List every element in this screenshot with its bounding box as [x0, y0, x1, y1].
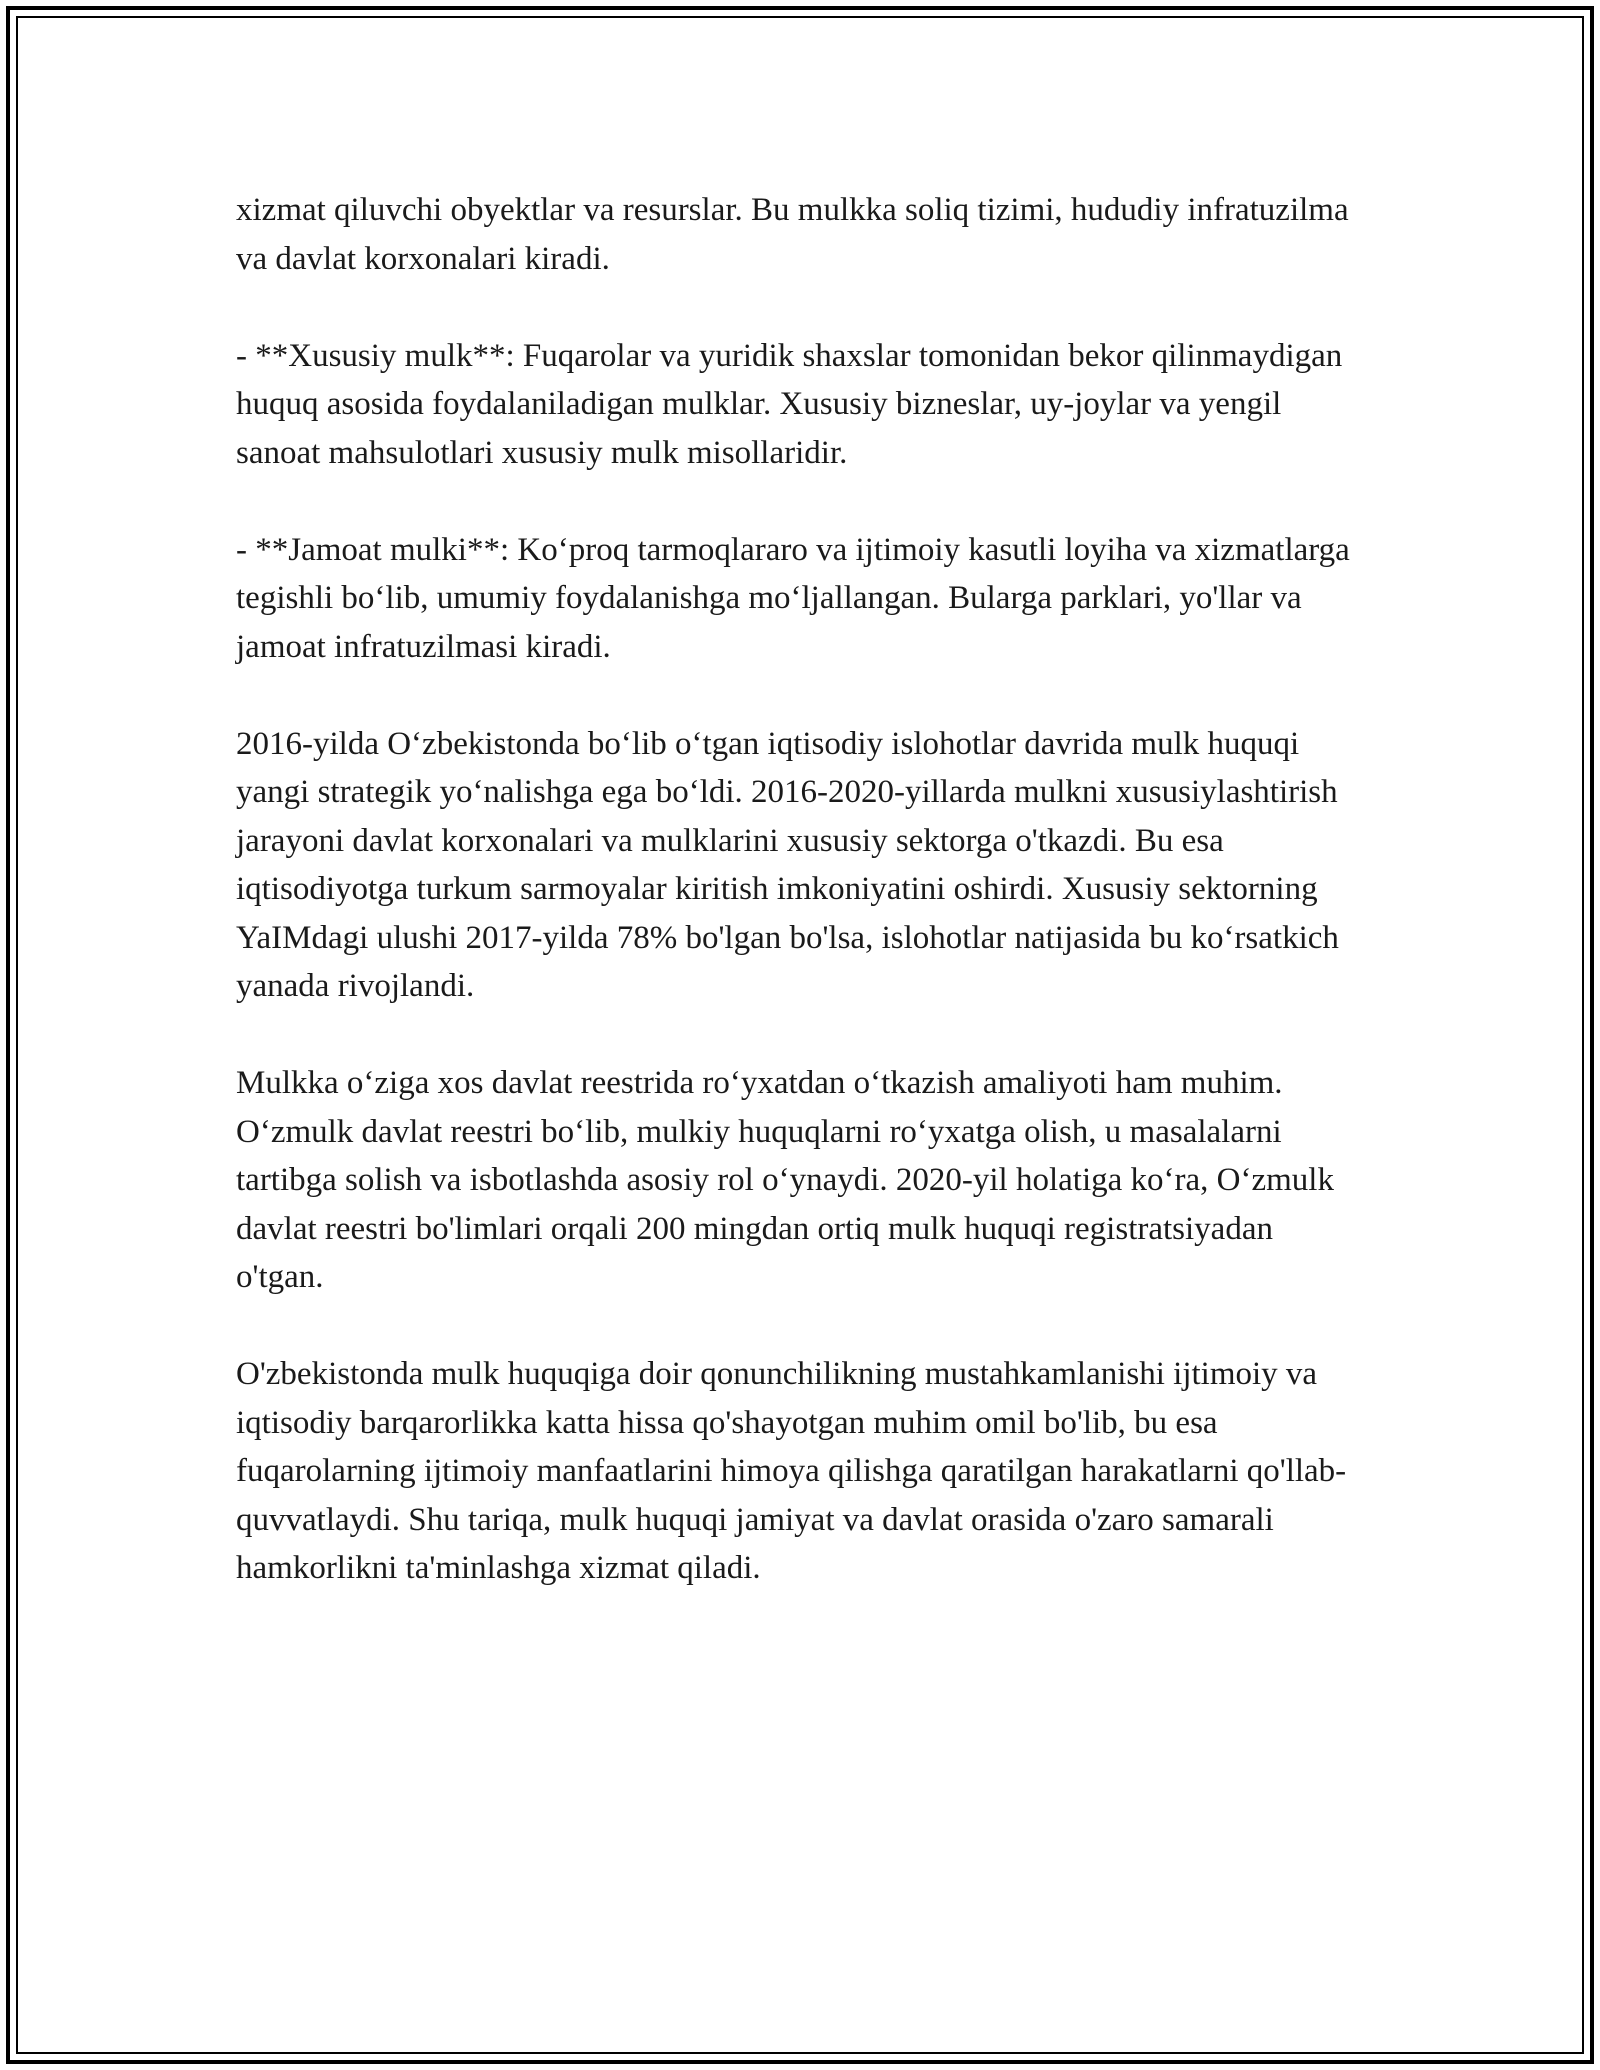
paragraph-conclusion: O'zbekistonda mulk huquqiga doir qonunchilikning mustahkamlanishi ijtimoiy va iqtisodiy barqarorlikka katta hissa qo'shayotgan muhim omil bo'lib, bu esa fuqarolarning ijtimoiy manfaatlarini himoya qilishga qaratilgan harakatlarni qo'llab-quvvatlaydi. Shu tariqa, mulk huquqi jamiyat va davlat orasida o'zaro samarali hamkorlikni ta'minlashga xizmat qiladi.: [236, 1356, 1347, 1586]
paragraph-state-registry: Mulkka o‘ziga xos davlat reestrida ro‘yxatdan o‘tkazish amaliyoti ham muhim. O‘zmulk davlat reestri bo‘lib, mulkiy huquqlarni ro‘yxatga olish, u masalalarni tartibga solish va isbotlashda asosiy rol o‘ynaydi. 2020-yil holatiga ko‘ra, O‘zmulk davlat reestri bo'limlari orqali 200 mingdan ortiq mulk huquqi registratsiyadan o'tgan.: [236, 1065, 1334, 1295]
paragraph-community-property: - **Jamoat mulki**: Ko‘proq tarmoqlararo va ijtimoiy kasutli loyiha va xizmatlarga tegishli bo‘lib, umumiy foydalanishga mo‘ljallangan. Bularga parklari, yo'llar va jamoat infratuzilmasi kiradi.: [236, 531, 1350, 665]
paragraph-private-property: - **Xususiy mulk**: Fuqarolar va yuridik shaxslar tomonidan bekor qilinmaydigan huquq asosida foydalaniladigan mulklar. Xususiy bizneslar, uy-joylar va yengil sanoat mahsulotlari xususiy mulk misollaridir.: [236, 337, 1343, 471]
paragraph-public-property-continued: xizmat qiluvchi obyektlar va resurslar. Bu mulkka soliq tizimi, hududiy infratuzilma va davlat korxonalari kiradi.: [236, 192, 1349, 277]
paragraph-reforms-2016: 2016-yilda O‘zbekistonda bo‘lib o‘tgan iqtisodiy islohotlar davrida mulk huquqi yangi strategik yo‘nalishga ega bo‘ldi. 2016-2020-yillarda mulkni xususiylashtirish jarayoni davlat korxonalari va mulklarini xususiy sektorga o'tkazdi. Bu esa iqtisodiyotga turkum sarmoyalar kiritish imkoniyatini oshirdi. Xususiy sektorning YaIMdagi ulushi 2017-yilda 78% bo'lgan bo'lsa, islohotlar natijasida bu ko‘rsatkich yanada rivojlandi.: [236, 725, 1339, 1004]
document-body: [236, 186, 1366, 1593]
